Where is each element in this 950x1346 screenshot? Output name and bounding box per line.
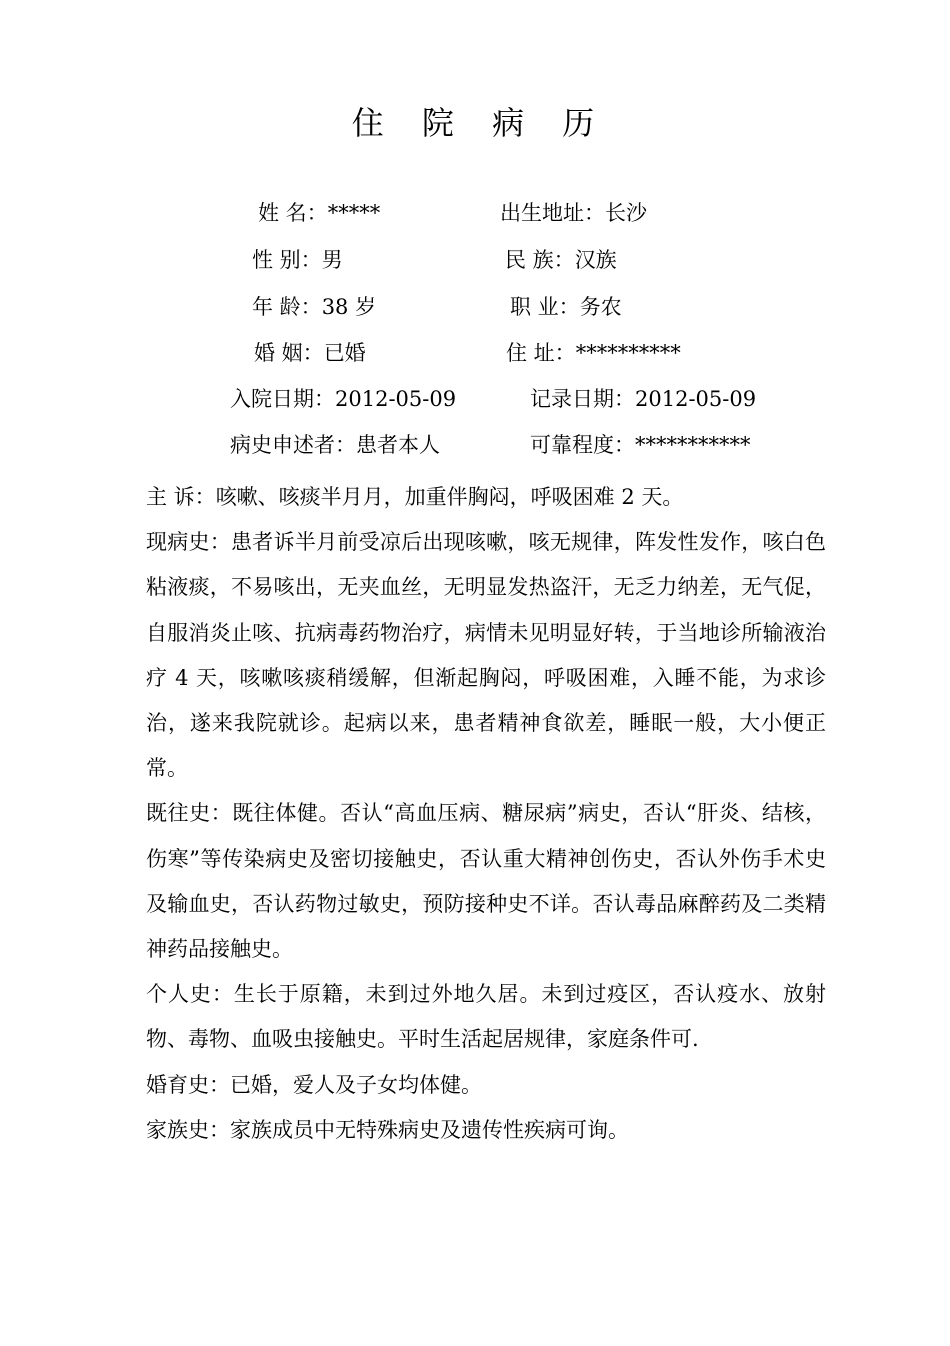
ethnicity-label: 民 族： xyxy=(505,248,575,272)
past-history-section xyxy=(146,791,826,972)
marriage-field xyxy=(254,338,366,368)
ethnicity-field xyxy=(505,245,617,275)
occupation-field xyxy=(510,292,622,322)
chief-complaint-text: 咳嗽、咳痰半月月，加重伴胸闷，呼吸困难 2 天。 xyxy=(215,485,684,509)
admission-date-field xyxy=(230,384,456,414)
gender-field xyxy=(252,245,343,275)
name-label: 姓 名： xyxy=(258,201,328,225)
chief-complaint-section xyxy=(146,475,826,520)
present-illness-label: 现病史： xyxy=(146,530,232,555)
personal-history-section xyxy=(146,972,826,1062)
name-field xyxy=(258,198,380,228)
narrator-field xyxy=(230,430,440,460)
age-label: 年 龄： xyxy=(252,295,322,319)
record-date-field xyxy=(530,384,756,414)
birthplace-label: 出生地址： xyxy=(500,201,605,225)
record-date-value: 2012-05-09 xyxy=(635,387,757,411)
name-value: ***** xyxy=(327,201,381,225)
record-date-label: 记录日期： xyxy=(530,387,635,411)
marital-history-section xyxy=(146,1063,826,1108)
marital-history-text: 已婚，爱人及子女均体健。 xyxy=(230,1072,482,1097)
gender-value: 男 xyxy=(321,248,343,272)
occupation-label: 职 业： xyxy=(510,295,580,319)
present-illness-text: 患者诉半月前受凉后出现咳嗽，咳无规律，阵发性发作，咳白色粘液痰，不易咳出，无夹血丝，无明显发热盗汗，无乏力纳差，无气促，自服消炎止咳、抗病毒药物治疗，病情未见明显好转，于当地诊所输液治疗 4 天，咳嗽咳痰稍缓解，但渐起胸闷，呼吸困难，入睡不能，为求诊治，遂来我院就诊。起病以来，患者精神食欲差，睡眠一般，大小便正常。 xyxy=(146,530,827,781)
gender-label: 性 别： xyxy=(252,248,322,272)
reliability-field xyxy=(530,430,751,460)
admission-date-label: 入院日期： xyxy=(230,387,335,411)
occupation-value: 务农 xyxy=(579,295,622,319)
admission-date-value: 2012-05-09 xyxy=(335,387,457,411)
past-history-label: 既往史： xyxy=(146,801,233,826)
address-field xyxy=(506,338,681,368)
past-history-text: 既往体健。否认“高血压病、糖尿病”病史，否认“肝炎、结核，伤寒”等传染病史及密切接触史，否认重大精神创伤史，否认外伤手术史及输血史，否认药物过敏史，预防接种史不详。否认毒品麻醉药及二类精神药品接触史。 xyxy=(146,801,826,962)
marriage-label: 婚 姻： xyxy=(254,341,324,365)
address-label: 住 址： xyxy=(506,341,576,365)
age-value: 38 岁 xyxy=(321,295,377,319)
marital-history-label: 婚育史： xyxy=(146,1072,230,1097)
narrator-label: 病史申述者： xyxy=(230,433,356,457)
record-body xyxy=(146,475,826,1153)
page-title: 住 院 病 历 xyxy=(351,104,609,142)
narrator-value: 患者本人 xyxy=(356,433,440,457)
family-history-section xyxy=(146,1108,826,1153)
reliability-label: 可靠程度： xyxy=(530,433,635,457)
marriage-value: 已婚 xyxy=(323,341,366,365)
ethnicity-value: 汉族 xyxy=(574,248,617,272)
birthplace-field xyxy=(500,198,647,228)
reliability-value: *********** xyxy=(635,433,751,457)
address-value: ********** xyxy=(575,341,681,365)
family-history-label: 家族史： xyxy=(146,1117,230,1142)
chief-complaint-label: 主 诉： xyxy=(146,485,216,509)
present-illness-section xyxy=(146,520,826,791)
personal-history-label: 个人史： xyxy=(146,982,234,1007)
personal-history-text: 生长于原籍，未到过外地久居。未到过疫区，否认疫水、放射物、毒物、血吸虫接触史。平时生活起居规律，家庭条件可. xyxy=(146,982,827,1052)
birthplace-value: 长沙 xyxy=(605,201,647,225)
family-history-text: 家族成员中无特殊病史及遗传性疾病可询。 xyxy=(230,1117,629,1142)
age-field xyxy=(252,292,376,322)
